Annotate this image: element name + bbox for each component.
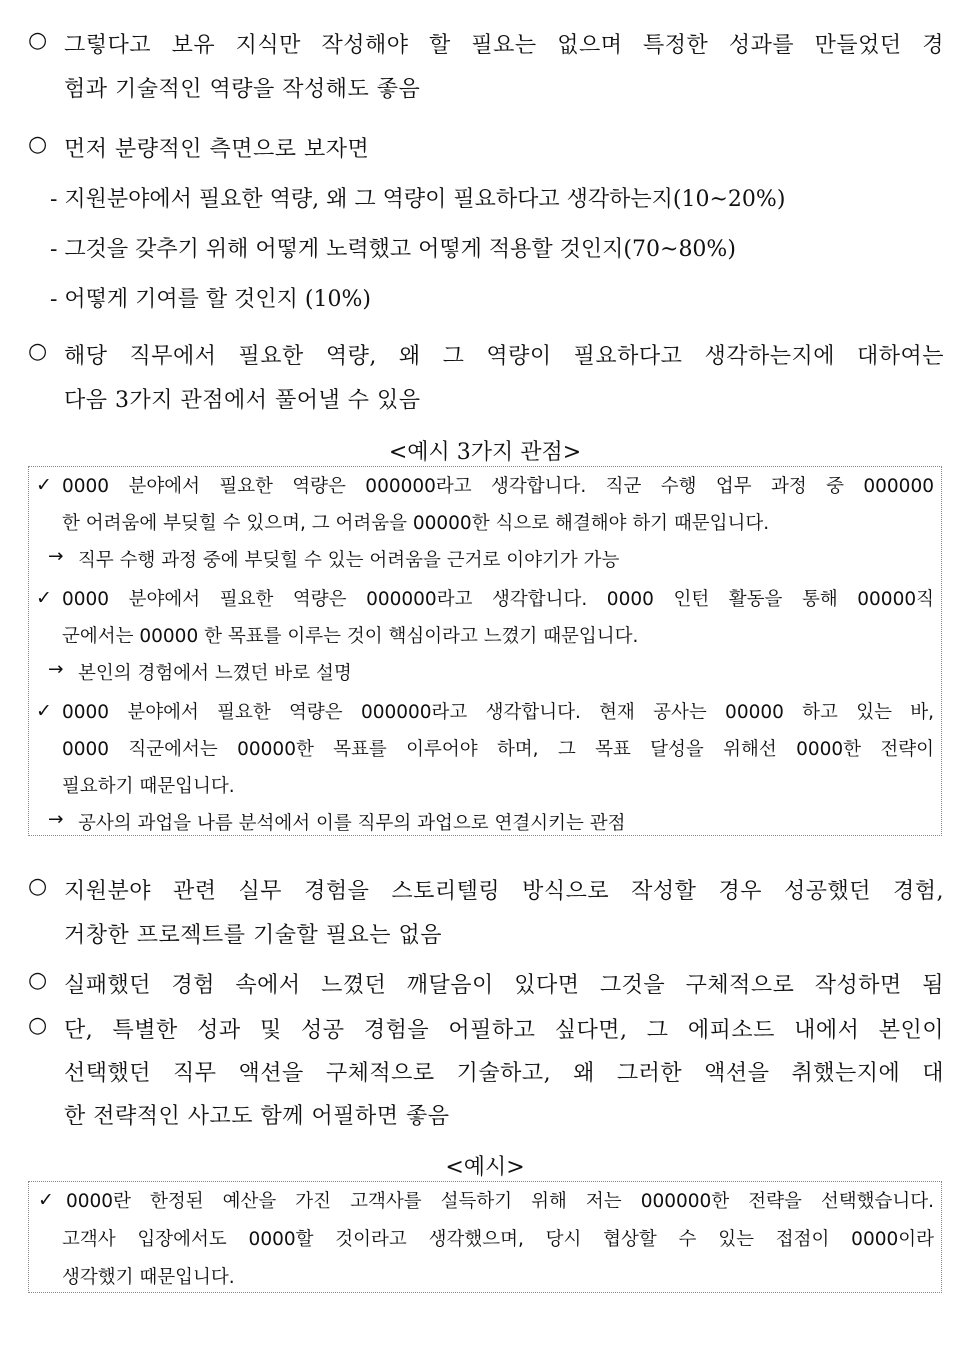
- example-line: 생각했기 때문입니다.: [62, 1267, 235, 1288]
- arrow-icon: →: [48, 809, 64, 830]
- example-note: 직무 수행 과정 중에 부딪힐 수 있는 어려움을 근거로 이야기가 가능: [78, 550, 620, 571]
- example-line: 한 어려움에 부딪힐 수 있으며, 그 어려움을 00000한 식으로 해결해야 하기 때문입니다.: [62, 513, 770, 534]
- bullet-circle: ○: [28, 874, 48, 899]
- paragraph-line: 먼저 분량적인 측면으로 보자면: [64, 137, 370, 162]
- example-line: 0000 분야에서 필요한 역량은 000000라고 생각합니다. 현재 공사는 00000 하고 있는 바,: [62, 702, 934, 723]
- example-note: 공사의 과업을 나름 분석에서 이를 직무의 과업으로 연결시키는 관점: [78, 813, 626, 834]
- example-caption: <예시>: [445, 1155, 525, 1180]
- bullet-circle: ○: [28, 339, 48, 364]
- list-item: - 지원분야에서 필요한 역량, 왜 그 역량이 필요하다고 생각하는지(10~20%): [50, 187, 786, 212]
- paragraph-line: 단, 특별한 성과 및 성공 경험을 어필하고 싶다면, 그 에피소드 내에서 본인이: [64, 1018, 944, 1043]
- list-item: - 어떻게 기여를 할 것인지 (10%): [50, 287, 371, 312]
- paragraph-line: 험과 기술적인 역량을 작성해도 좋음: [64, 77, 421, 102]
- checkmark-icon: ✓: [36, 587, 52, 609]
- bullet-circle: ○: [28, 132, 48, 157]
- example-caption: <예시 3가지 관점>: [388, 440, 582, 465]
- bullet-circle: ○: [28, 968, 48, 993]
- example-line: 필요하기 때문입니다.: [62, 776, 235, 797]
- example-line: 0000란 한정된 예산을 가진 고객사를 설득하기 위해 저는 000000한 전략을 선택했습니다.: [66, 1191, 934, 1212]
- paragraph-line: 실패했던 경험 속에서 느꼈던 깨달음이 있다면 그것을 구체적으로 작성하면 됨: [64, 973, 944, 998]
- checkmark-icon: ✓: [38, 1189, 54, 1211]
- paragraph-line: 해당 직무에서 필요한 역량, 왜 그 역량이 필요하다고 생각하는지에 대하여는: [64, 344, 944, 369]
- paragraph-line: 거창한 프로젝트를 기술할 필요는 없음: [64, 923, 443, 948]
- bullet-circle: ○: [28, 1013, 48, 1038]
- example-line: 군에서는 00000 한 목표를 이루는 것이 핵심이라고 느꼈기 때문입니다.: [62, 626, 639, 647]
- paragraph-line: 다음 3가지 관점에서 풀어낼 수 있음: [64, 388, 421, 413]
- paragraph-line: 그렇다고 보유 지식만 작성해야 할 필요는 없으며 특정한 성과를 만들었던 경: [64, 33, 944, 58]
- example-line: 0000 분야에서 필요한 역량은 000000라고 생각합니다. 직군 수행 업무 과정 중 000000: [62, 476, 934, 497]
- arrow-icon: →: [48, 546, 64, 567]
- example-note: 본인의 경험에서 느꼈던 바로 설명: [78, 663, 352, 684]
- bullet-circle: ○: [28, 28, 48, 53]
- checkmark-icon: ✓: [36, 474, 52, 496]
- paragraph-line: 한 전략적인 사고도 함께 어필하면 좋음: [64, 1104, 450, 1129]
- example-line: 고객사 입장에서도 0000할 것이라고 생각했으며, 당시 협상할 수 있는 접점이 0000이라: [62, 1229, 934, 1250]
- checkmark-icon: ✓: [36, 700, 52, 722]
- example-line: 0000 분야에서 필요한 역량은 000000라고 생각합니다. 0000 인턴 활동을 통해 00000직: [62, 589, 934, 610]
- example-line: 0000 직군에서는 00000한 목표를 이루어야 하며, 그 목표 달성을 위해선 0000한 전략이: [62, 739, 934, 760]
- list-item: - 그것을 갖추기 위해 어떻게 노력했고 어떻게 적용할 것인지(70~80%): [50, 237, 736, 262]
- paragraph-line: 지원분야 관련 실무 경험을 스토리텔링 방식으로 작성할 경우 성공했던 경험,: [64, 879, 944, 904]
- paragraph-line: 선택했던 직무 액션을 구체적으로 기술하고, 왜 그러한 액션을 취했는지에 대: [64, 1061, 944, 1086]
- arrow-icon: →: [48, 659, 64, 680]
